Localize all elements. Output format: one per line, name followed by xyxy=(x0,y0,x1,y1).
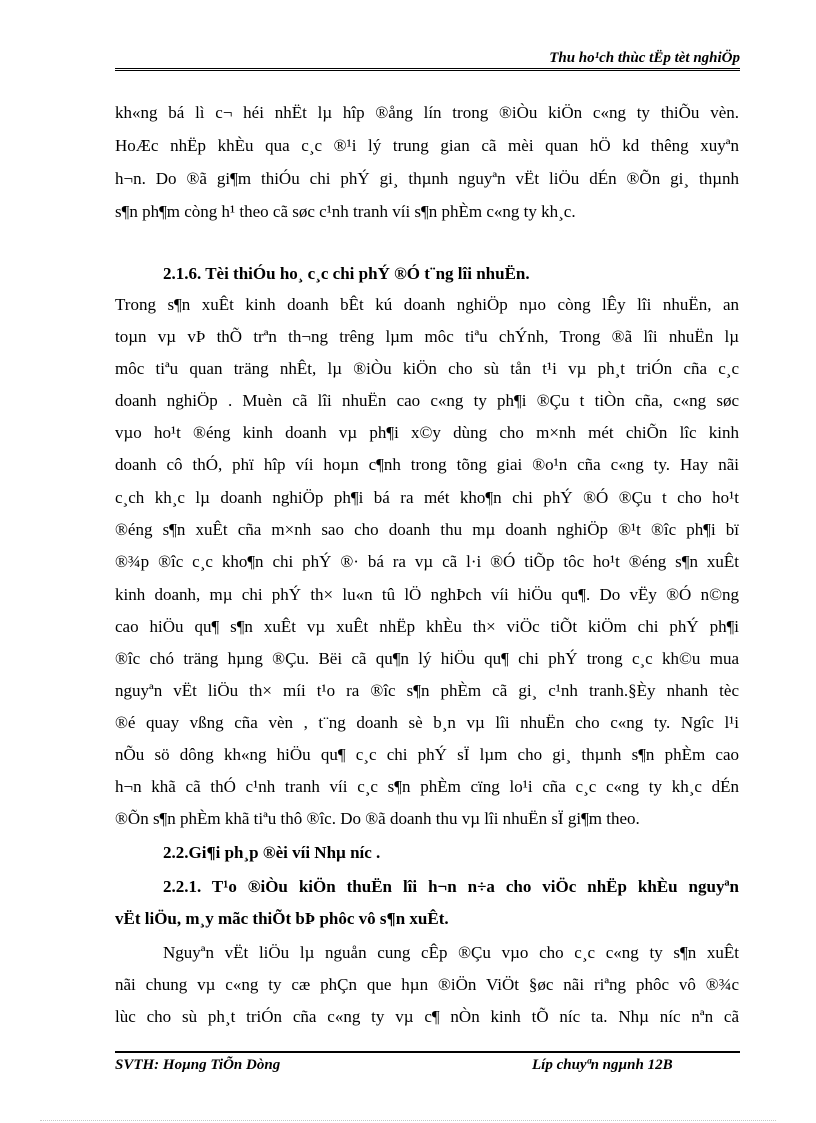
body-line: ®éng s¶n xuÊt cña m×nh sao cho doanh thu mµ doanh nghiÖp ®¹t ®îc ph¶i bï xyxy=(115,520,739,539)
section-heading: 2.2.Gi¶i ph¸p ®èi víi Nhµ níc . xyxy=(163,843,381,862)
body-line: kinh doanh, mµ chi phÝ th× lu«n tû lÖ nghÞch víi hiÖu qu¶. Do vËy ®Ó n©ng xyxy=(115,585,739,604)
header-rule-inner xyxy=(115,70,740,71)
body-line: c¸ch kh¸c lµ doanh nghiÖp ph¶i bá ra mét kho¶n chi phÝ ®Ó ®Çu t cho ho¹t xyxy=(115,488,739,507)
body-line: Trong s¶n xuÊt kinh doanh bÊt kú doanh nghiÖp nµo còng lÊy lîi nhuËn, an xyxy=(115,295,739,314)
body-line: nÕu sö dông kh«ng hiÖu qu¶ c¸c chi phÝ sÏ lµm cho gi¸ thµnh s¶n phÈm cao xyxy=(115,745,739,764)
body-line: nãi chung vµ c«ng ty cæ phÇn que hµn ®iÖn ViÖt §øc nãi riªng phôc vô ®¾c xyxy=(115,975,739,994)
footer-rule xyxy=(115,1051,740,1053)
body-line: ®é quay vßng cña vèn , t¨ng doanh sè b¸n vµ lîi nhuËn cho c«ng ty. Ngîc l¹i xyxy=(115,713,739,732)
body-line: ®¾p ®îc c¸c kho¶n chi phÝ ®· bá ra vµ cã l·i ®Ó tiÕp tôc ho¹t ®éng s¶n xuÊt xyxy=(115,552,739,571)
header-title: Thu ho¹ch thùc tËp tèt nghiÖp xyxy=(549,50,740,66)
body-line: h¬n. Do ®ã gi¶m thiÓu chi phÝ gi¸ thµnh nguyªn vËt liÖu dÉn ®Õn gi¸ thµnh xyxy=(115,169,739,188)
body-line: môc tiªu quan träng nhÊt, lµ ®iÒu kiÖn cho sù tån t¹i vµ ph¸t triÓn cña c¸c xyxy=(115,359,739,378)
body-line: s¶n ph¶m còng h¹ theo cã søc c¹nh tranh víi s¶n phÈm c«ng ty kh¸c. xyxy=(115,202,576,221)
body-line: toµn vµ vÞ thÕ trªn th¬ng trêng lµm môc tiªu chÝnh, Trong ®ã lîi nhuËn lµ xyxy=(115,327,739,346)
footer-class: Líp chuyªn ngµnh 12B xyxy=(532,1057,673,1073)
body-line: lùc cho sù ph¸t triÓn cña c«ng ty vµ c¶ nÒn kinh tÕ níc ta. Nhµ níc nªn cã xyxy=(115,1007,739,1026)
page-edge xyxy=(40,1120,776,1121)
body-line: ®Õn s¶n phÈm khã tiªu thô ®îc. Do ®ã doanh thu vµ lîi nhuËn sÏ gi¶m theo. xyxy=(115,809,640,828)
body-line: doanh cô thÓ, phï hîp víi hoµn c¶nh trong tõng giai ®o¹n cña c«ng ty. Hay nãi xyxy=(115,455,739,474)
body-line: vµo ho¹t ®éng kinh doanh vµ ph¶i x©y dùng cho m×nh mét chiÕn lîc kinh xyxy=(115,423,739,442)
section-heading: 2.1.6. Tèi thiÓu ho¸ c¸c chi phÝ ®Ó t¨ng lîi nhuËn. xyxy=(163,264,530,283)
body-line: ®îc chó träng hµng ®Çu. Bëi cã qu¶n lý hiÖu qu¶ chi phÝ trong c¸c kh©u mua xyxy=(115,649,739,668)
body-line: cao hiÖu qu¶ s¶n xuÊt vµ xuÊt nhËp khÈu th× viÖc tiÕt kiÖm chi phÝ ph¶i xyxy=(115,617,739,636)
body-line: kh«ng bá lì c¬ héi nhËt lµ hîp ®ång lín trong ®iÒu kiÖn c«ng ty thiÕu vèn. xyxy=(115,103,739,122)
body-line: HoÆc nhËp khÈu qua c¸c ®¹i lý trung gian cã mèi quan hÖ kd thêng xuyªn xyxy=(115,136,739,155)
footer-author: SVTH: Hoµng TiÕn Dòng xyxy=(115,1057,281,1073)
body-line: doanh nghiÖp . Muèn cã lîi nhuËn cao c«ng ty ph¶i ®Çu t tiÒn cña, c«ng søc xyxy=(115,391,739,410)
subsection-heading: 2.2.1. T¹o ®iÒu kiÖn thuËn lîi h¬n n÷a cho viÖc nhËp khÈu nguyªn xyxy=(163,877,739,896)
header-rule xyxy=(115,68,740,69)
body-line: Nguyªn vËt liÖu lµ nguån cung cÊp ®Çu vµo cho c¸c c«ng ty s¶n xuÊt xyxy=(163,943,739,962)
subsection-heading: vËt liÖu, m¸y mãc thiÕt bÞ phôc vô s¶n xuÊt. xyxy=(115,909,449,928)
body-line: h¬n khã cã thÓ c¹nh tranh víi c¸c s¶n phÈm cïng lo¹i cña c¸c c«ng ty kh¸c dÉn xyxy=(115,777,739,796)
body-line: nguyªn vËt liÖu th× míi t¹o ra ®îc s¶n phÈm cã gi¸ c¹nh tranh.§Èy nhanh tèc xyxy=(115,681,739,700)
